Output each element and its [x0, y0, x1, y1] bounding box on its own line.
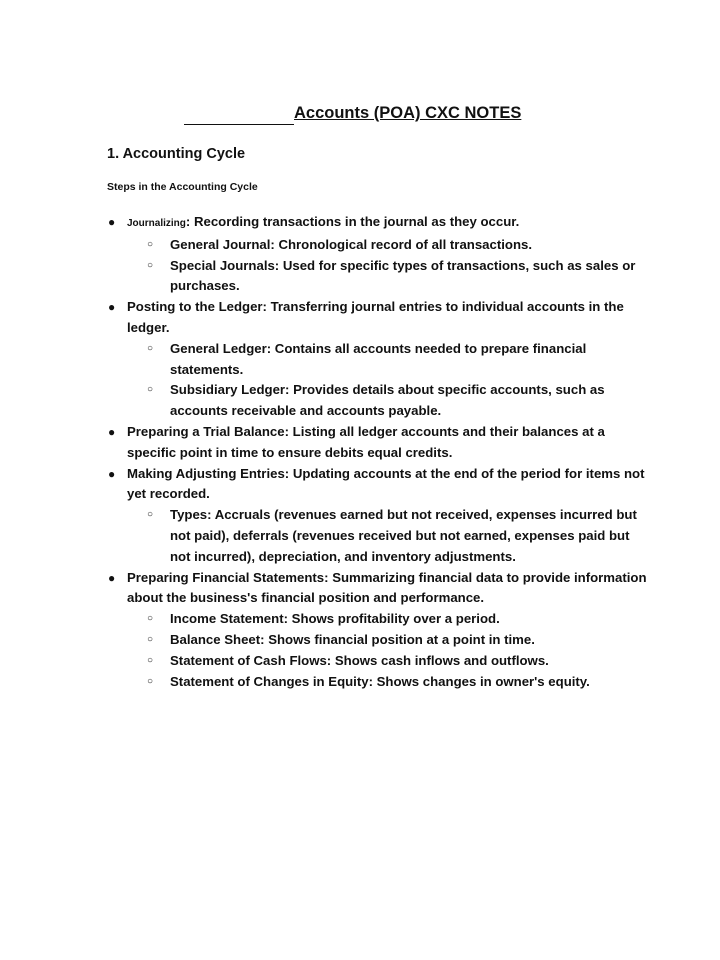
list-item: [107, 422, 647, 464]
sub-item-text: Types: Accruals (revenues earned but not received, expenses incurred but not paid), deferrals (revenues received but not earned, expenses paid but not incurred), depreciation, and inventory adjustments.: [170, 507, 637, 564]
sub-list-item: [107, 380, 647, 422]
sub-item-text: Subsidiary Ledger: Provides details about specific accounts, such as accounts receivable and accounts payable.: [170, 382, 605, 419]
sub-list-item: [107, 609, 647, 630]
circle-bullet-icon: ○: [147, 509, 154, 521]
sub-item-text: Balance Sheet: Shows financial position at a point in time.: [170, 631, 535, 647]
circle-bullet-icon: ○: [147, 342, 154, 354]
item-text: Preparing a Trial Balance: Listing all ledger accounts and their balances at a specific point in time to ensure debits equal credits.: [127, 423, 605, 460]
item-text: Preparing Financial Statements: Summarizing financial data to provide information about the business's financial position and performance.: [127, 569, 647, 606]
circle-bullet-icon: ○: [147, 675, 154, 687]
item-term: Journalizing: [127, 218, 186, 229]
sub-list-item: [107, 235, 647, 256]
circle-bullet-icon: ○: [147, 613, 154, 625]
sub-list-item: [107, 651, 647, 672]
sub-item-text: Special Journals: Used for specific types of transactions, such as sales or purchases.: [170, 257, 636, 294]
bullet-icon: ●: [108, 300, 116, 315]
sub-item-text: Statement of Cash Flows: Shows cash inflows and outflows.: [170, 652, 549, 668]
steps-list: [107, 212, 647, 692]
item-text: : Recording transactions in the journal as they occur.: [185, 214, 520, 229]
sub-list-item: [107, 505, 647, 567]
circle-bullet-icon: ○: [147, 384, 154, 396]
page-title: Accounts (POA) CXC NOTES: [294, 104, 522, 122]
sub-item-text: General Ledger: Contains all accounts needed to prepare financial statements.: [170, 340, 587, 377]
sub-list-item: [107, 339, 647, 381]
title-row: [184, 104, 544, 126]
sub-item-text: General Journal: Chronological record of all transactions.: [170, 236, 532, 252]
item-text: Posting to the Ledger: Transferring journal entries to individual accounts in the ledger.: [127, 299, 624, 335]
bullet-icon: ●: [108, 215, 116, 229]
circle-bullet-icon: ○: [147, 238, 154, 250]
item-text: Making Adjusting Entries: Updating accounts at the end of the period for items not yet recorded.: [127, 465, 645, 502]
sub-list-item: [107, 256, 647, 298]
bullet-icon: ●: [108, 466, 116, 481]
list-item: [107, 212, 647, 235]
bullet-icon: ●: [108, 424, 116, 439]
circle-bullet-icon: ○: [147, 259, 154, 271]
subheading: Steps in the Accounting Cycle: [107, 181, 258, 193]
circle-bullet-icon: ○: [147, 654, 154, 666]
title-underline-rule: [184, 124, 294, 125]
bullet-icon: ●: [108, 570, 116, 585]
section-heading: 1. Accounting Cycle: [107, 146, 246, 162]
sub-item-text: Statement of Changes in Equity: Shows changes in owner's equity.: [170, 673, 590, 689]
sub-item-text: Income Statement: Shows profitability over a period.: [170, 611, 500, 627]
circle-bullet-icon: ○: [147, 633, 154, 645]
list-item: [107, 464, 647, 506]
sub-list-item: [107, 630, 647, 651]
list-item: [107, 568, 647, 610]
list-item: [107, 297, 647, 339]
sub-list-item: [107, 672, 647, 693]
